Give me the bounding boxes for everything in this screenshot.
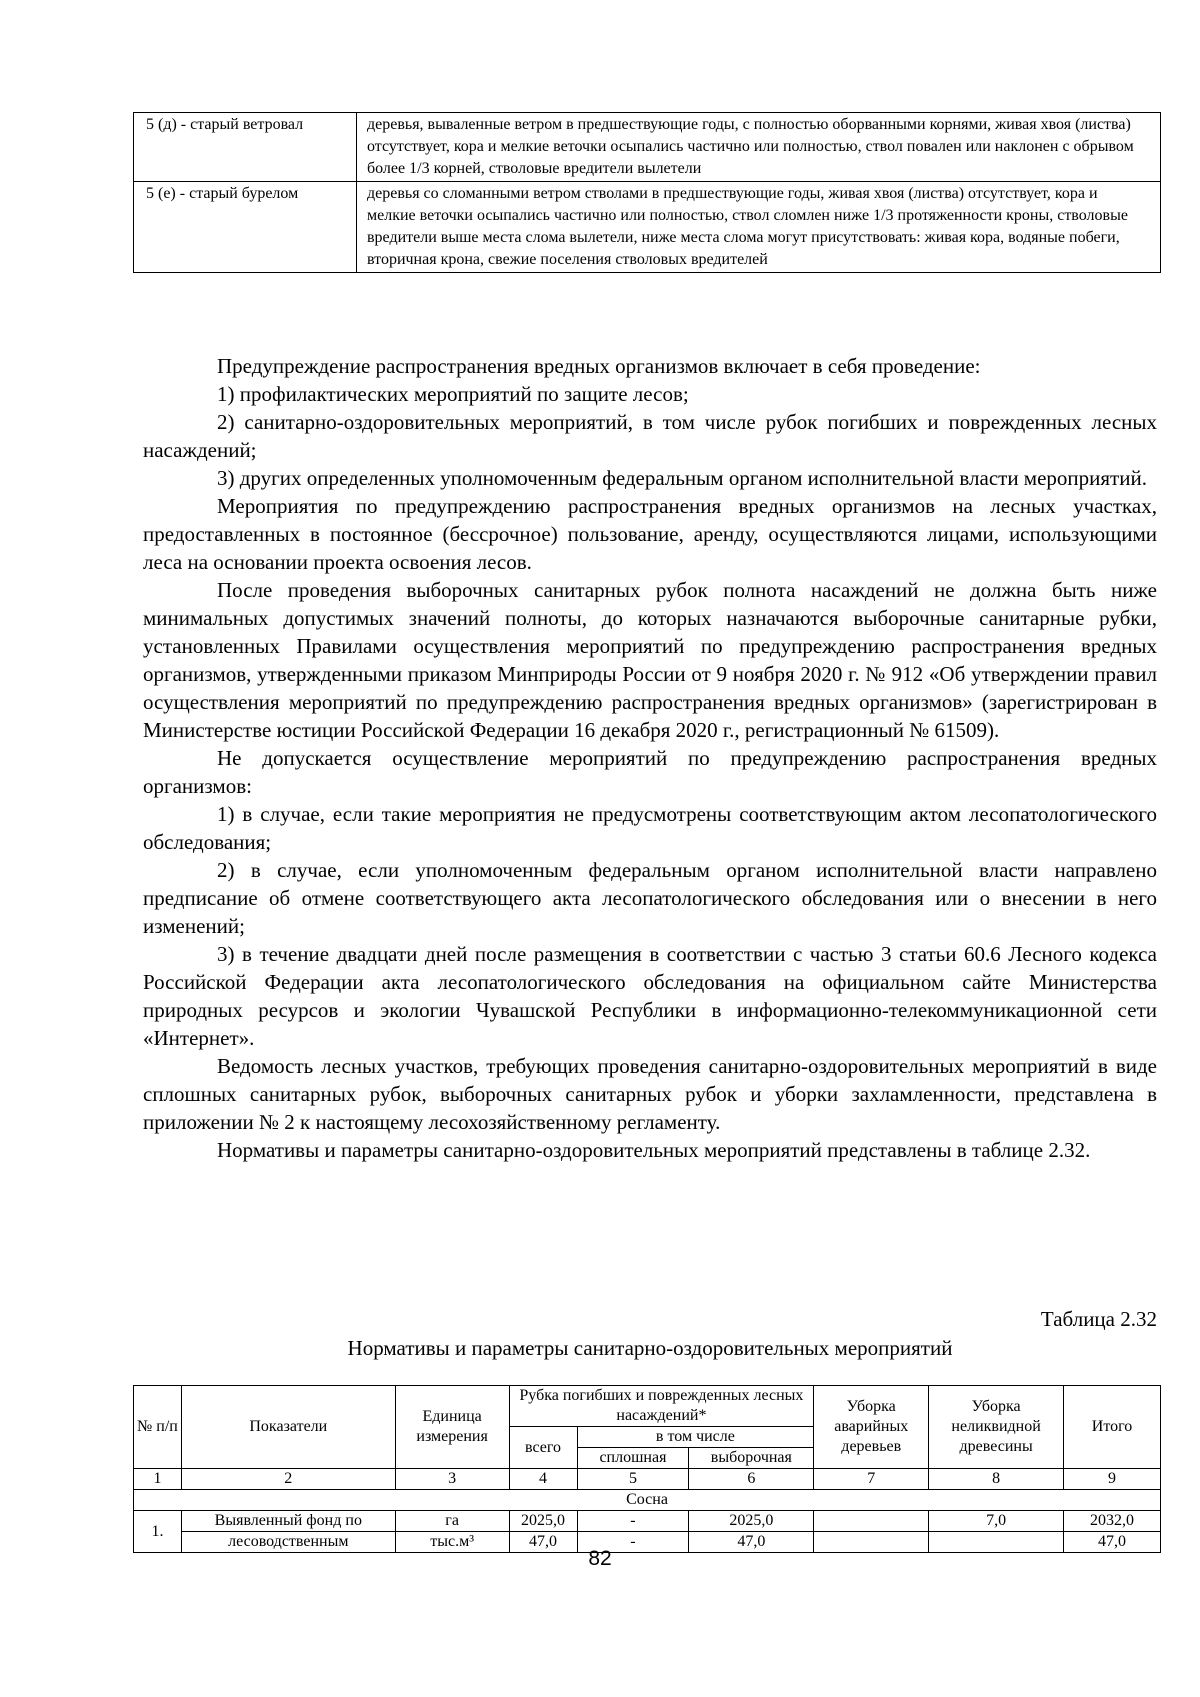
paragraph: Предупреждение распространения вредных организмов включает в себя проведение: <box>217 354 981 378</box>
column-number: 6 <box>689 1469 814 1490</box>
row-unit: тыс.м³ <box>395 1532 509 1553</box>
row-value: 2025,0 <box>689 1511 814 1532</box>
data-table <box>133 1385 1161 1553</box>
column-number: 7 <box>814 1469 929 1490</box>
page-number: 82 <box>588 1547 612 1570</box>
column-number: 3 <box>395 1469 509 1490</box>
section-row <box>134 1490 1161 1511</box>
description-cell: деревья, вываленные ветром в предшествующие годы, с полностью оборванными корнями, живая хвоя (листва) отсутствует, кора и мелкие веточки осыпались частично или полностью, ствол повален или наклонен с обрывом более 1/3 корней, стволовые вредители вылетели <box>357 113 1161 182</box>
row-unit: га <box>395 1511 509 1532</box>
body-text <box>143 352 1157 1164</box>
column-number: 5 <box>577 1469 689 1490</box>
paragraph: После проведения выборочных санитарных рубок полнота насаждений не должна быть ниже минимальных допустимых значений полноты, до которых назначаются выборочные санитарные рубки, установленных Правилами осуществления мероприятий по предупреждению распространения вредных организмов, утвержденными приказом Минприроды России от 9 ноября 2020 г. № 912 «Об утверждении правил осуществления мероприятий по предупреждению распространения вредных организмов» (зарегистрирован в Министерстве юстиции Российской Федерации 16 декабря 2020 г., регистрационный № 61509). <box>143 578 1157 742</box>
paragraph: 3) других определенных уполномоченным федеральным органом исполнительной власти мероприятий. <box>217 466 1147 490</box>
header-including: в том числе <box>577 1427 814 1448</box>
column-number: 1 <box>134 1469 182 1490</box>
header-emergency: Уборка аварийных деревьев <box>814 1386 929 1469</box>
table-row <box>134 182 1161 273</box>
row-indicator: лесоводственным <box>181 1532 395 1553</box>
paragraph: 3) в течение двадцати дней после размещения в соответствии с частью 3 статьи 60.6 Лесного кодекса Российской Федерации акта лесопатологического обследования на официальном сайте Министерства природных ресурсов и экологии Чувашской Республики в информационно-телекоммуникационной сети «Интернет». <box>143 942 1157 1050</box>
row-value <box>814 1511 929 1532</box>
table-row <box>134 113 1161 182</box>
paragraph: 2) санитарно-оздоровительных мероприятий, в том числе рубок погибших и поврежденных лесных насаждений; <box>143 410 1157 462</box>
paragraph: 1) профилактических мероприятий по защите лесов; <box>217 382 689 406</box>
header-felling-group: Рубка погибших и поврежденных лесных насаждений* <box>509 1386 814 1427</box>
column-number: 2 <box>181 1469 395 1490</box>
row-num: 1. <box>134 1511 182 1553</box>
category-cell: 5 (д) - старый ветровал <box>134 113 357 182</box>
column-number: 8 <box>929 1469 1064 1490</box>
header-num: № п/п <box>134 1386 182 1469</box>
paragraph: 2) в случае, если уполномоченным федеральным органом исполнительной власти направлено предписание об отмене соответствующего акта лесопатологического обследования или о внесении в него изменений; <box>143 858 1157 938</box>
table-caption: Таблица 2.32 <box>1040 1307 1157 1331</box>
paragraph: Нормативы и параметры санитарно-оздоровительных мероприятий представлены в таблице 2.32. <box>217 1138 1091 1162</box>
row-value: 7,0 <box>929 1511 1064 1532</box>
row-value: 2025,0 <box>509 1511 577 1532</box>
paragraph: Ведомость лесных участков, требующих проведения санитарно-оздоровительных мероприятий в виде сплошных санитарных рубок, выборочных санитарных рубок и уборки захламленности, представлена в приложении № 2 к настоящему лесохозяйственному регламенту. <box>143 1054 1157 1134</box>
row-value: 47,0 <box>1064 1532 1161 1553</box>
header-clear: сплошная <box>577 1448 689 1469</box>
section-label: Сосна <box>134 1490 1161 1511</box>
header-total-sub: всего <box>509 1427 577 1469</box>
header-total: Итого <box>1064 1386 1161 1469</box>
category-cell: 5 (е) - старый бурелом <box>134 182 357 273</box>
column-number: 4 <box>509 1469 577 1490</box>
row-value: - <box>577 1511 689 1532</box>
top-table <box>133 112 1161 273</box>
row-value: 47,0 <box>509 1532 577 1553</box>
description-cell: деревья со сломанными ветром стволами в предшествующие годы, живая хвоя (листва) отсутствует, кора и мелкие веточки осыпались частично или полностью, ствол сломлен ниже 1/3 протяженности кроны, стволовые вредители выше места слома вылетели, ниже места слома могут присутствовать: живая кора, водяные побеги, вторичная крона, свежие поселения стволовых вредителей <box>357 182 1161 273</box>
paragraph: 1) в случае, если такие мероприятия не предусмотрены соответствующим актом лесопатологического обследования; <box>143 802 1157 854</box>
row-value: - <box>577 1532 689 1553</box>
header-illiquid: Уборка неликвидной древесины <box>929 1386 1064 1469</box>
row-value: 2032,0 <box>1064 1511 1161 1532</box>
column-numbers-row <box>134 1469 1161 1490</box>
table-row <box>134 1511 1161 1532</box>
row-indicator: Выявленный фонд по <box>181 1511 395 1532</box>
paragraph: Не допускается осуществление мероприятий по предупреждению распространения вредных организмов: <box>143 746 1157 798</box>
header-indicators: Показатели <box>181 1386 395 1469</box>
row-value: 47,0 <box>689 1532 814 1553</box>
column-number: 9 <box>1064 1469 1161 1490</box>
paragraph: Мероприятия по предупреждению распространения вредных организмов на лесных участках, предоставленных в постоянное (бессрочное) пользование, аренду, осуществляются лицами, использующими леса на основании проекта освоения лесов. <box>143 494 1157 574</box>
header-unit: Единица измерения <box>395 1386 509 1469</box>
header-selective: выборочная <box>689 1448 814 1469</box>
table-title: Нормативы и параметры санитарно-оздоровительных мероприятий <box>347 1336 953 1360</box>
